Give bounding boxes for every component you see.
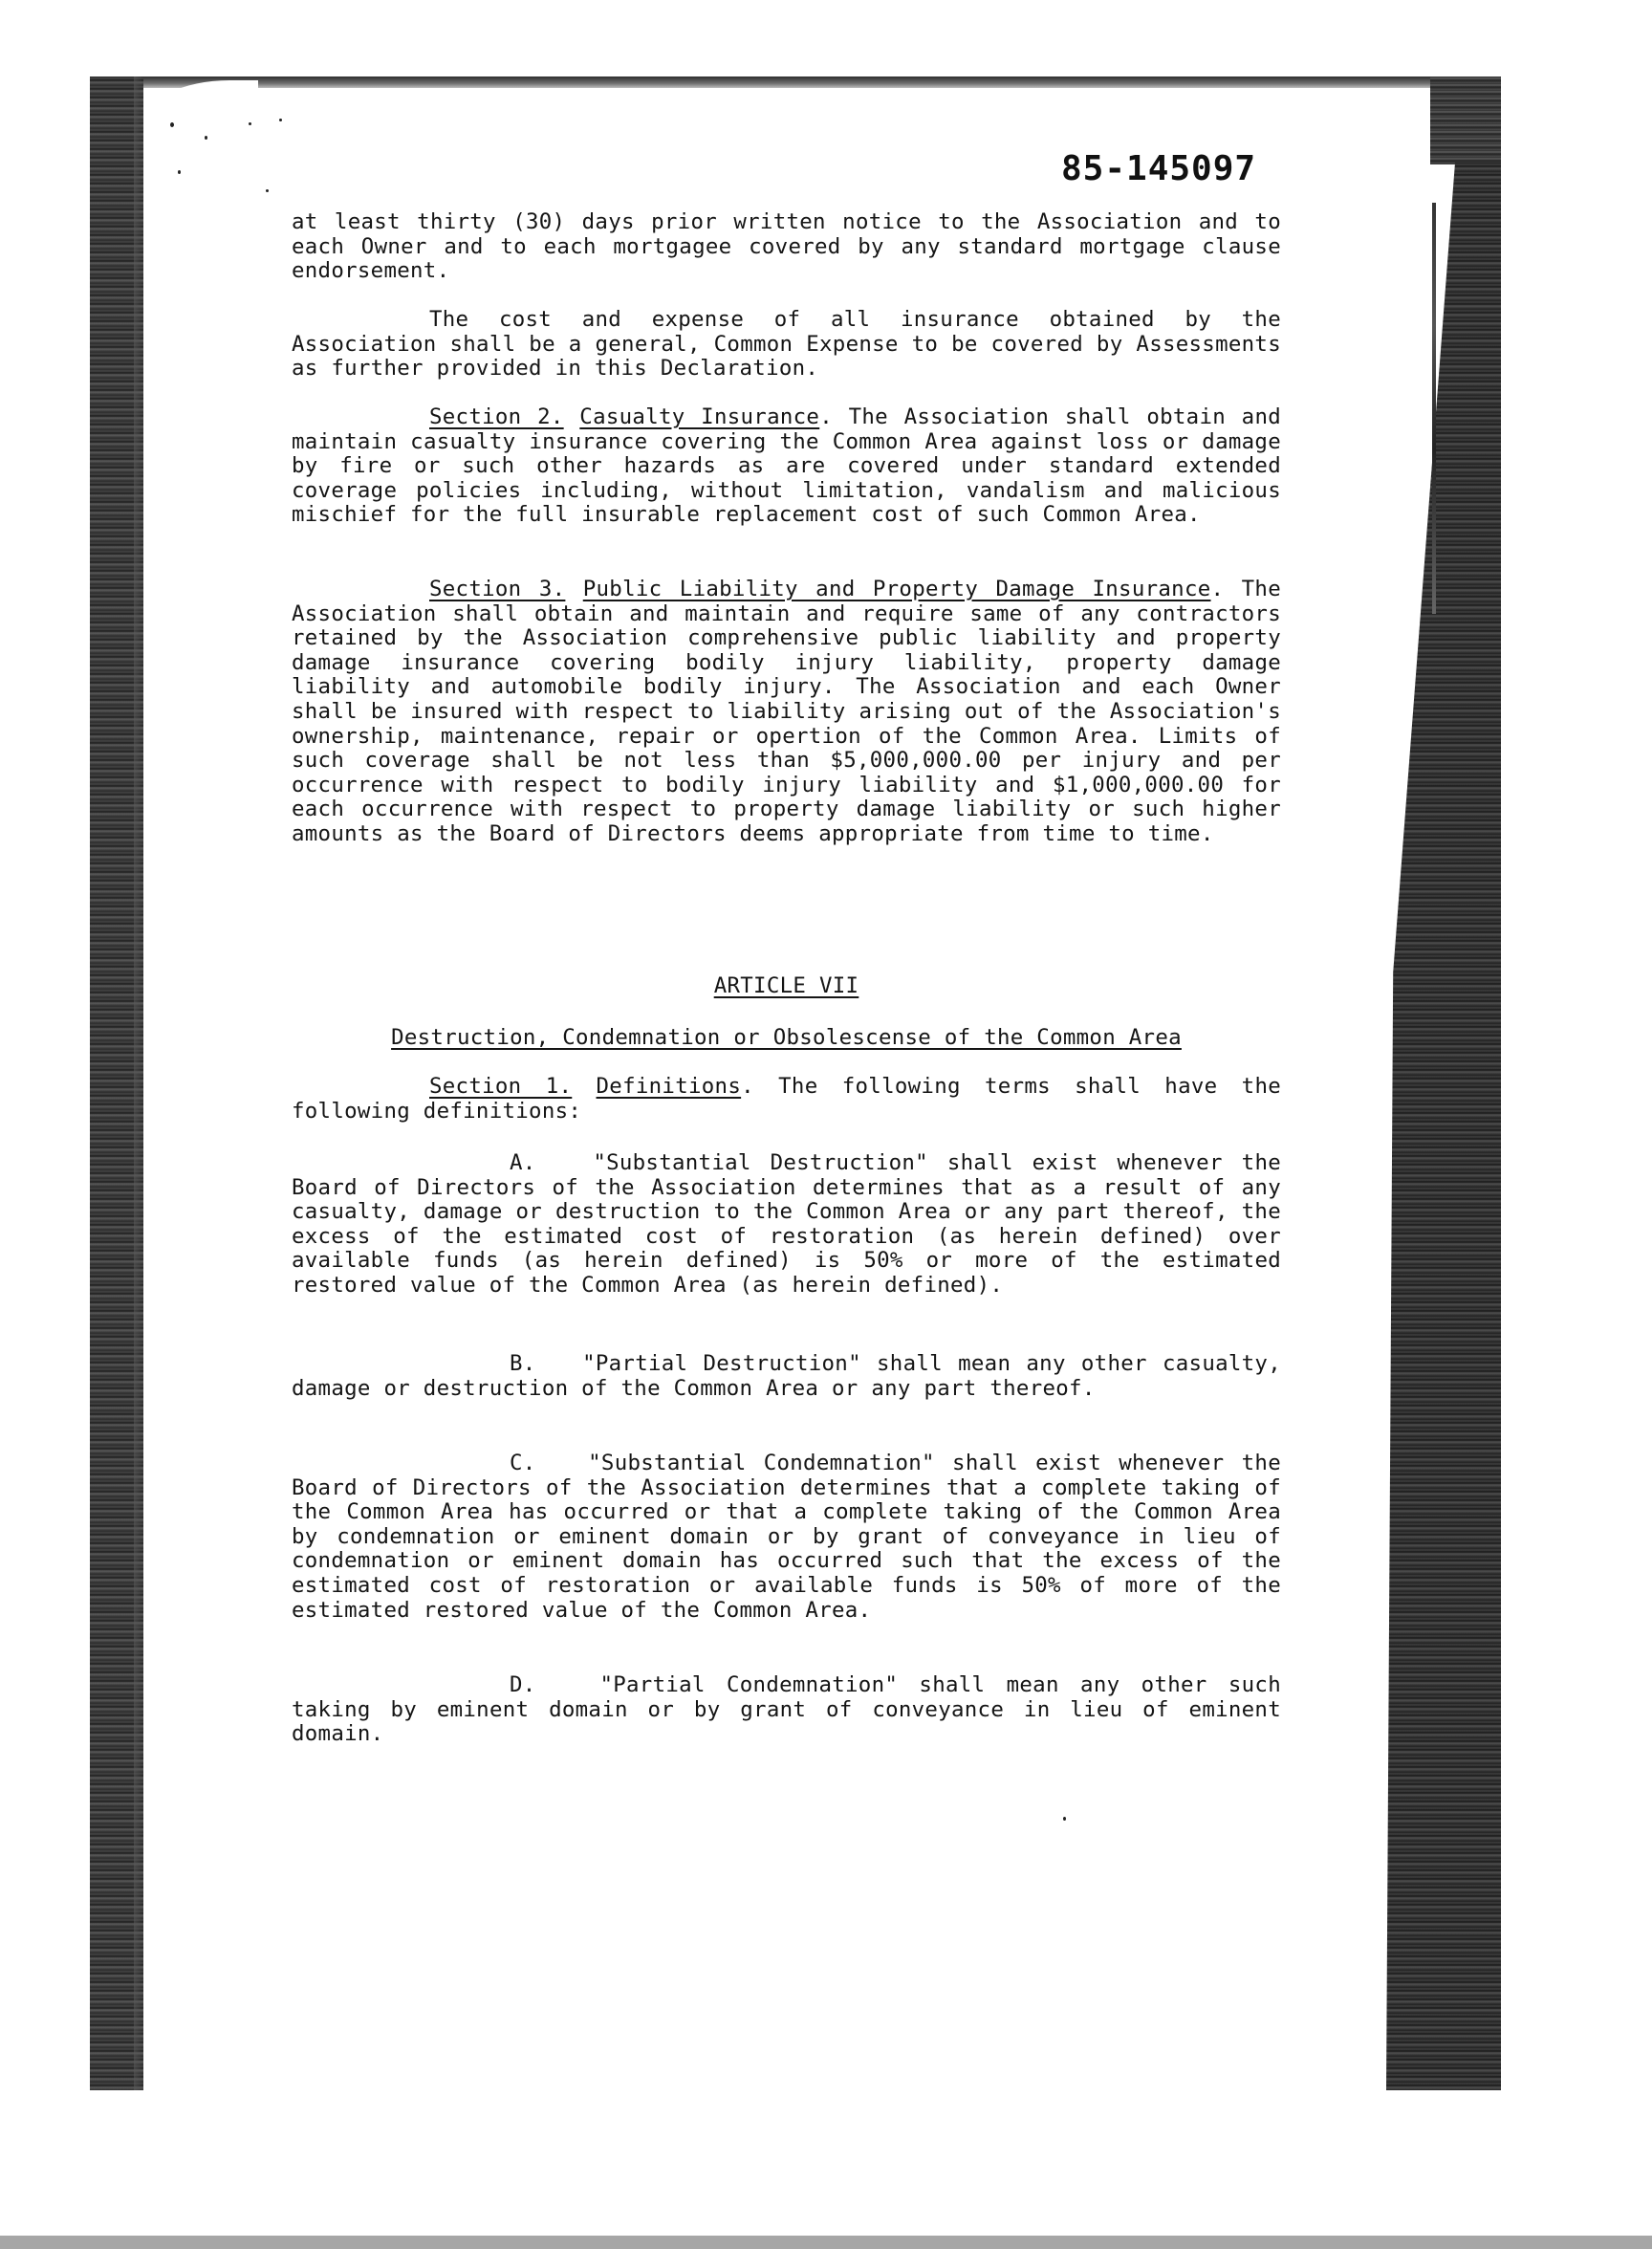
scan-speck [205, 136, 207, 140]
section-3-text: The Association shall obtain and maintain and require same of any contractors retained by the Association comprehensive public liability and property damage insurance covering bodily injury liability, property damage liability and automobile bodily injury. The Association and each Owner shall be insured with respect to liability arising out of the Association's ownership, maintenance, repair or opertion of the Common Area. Limits of such coverage shall be not less than $5,000,000.00 per injury and per occurrence with respect to bodily injury liability and $1,000,000.00 for each occurrence with respect to property damage liability or such higher amounts as the Board of Directors deems appropriate from time to time. [292, 577, 1281, 846]
definition-a [292, 1151, 1281, 1299]
scan-bottom-bar [0, 2236, 1652, 2249]
scan-speck [1063, 1817, 1066, 1821]
article-heading: ARTICLE VII [713, 973, 859, 998]
definition-c-letter: C. [510, 1451, 536, 1475]
section-3-public-liability: Section 3. Public Liability and Property Damage Insurance. The Association shall obtain and maintain and require same of any contractors retained by the Association comprehensive public liability and property damage insurance covering bodily injury liability, property damage liability and automobile bodily injury. The Association and each Owner shall be insured with respect to liability arising out of the Association's ownership, maintenance, repair or opertion of the Common Area. Limits of such coverage shall be not less than $5,000,000.00 per injury and per occurrence with respect to bodily injury liability and $1,000,000.00 for each occurrence with respect to property damage liability or such higher amounts as the Board of Directors deems appropriate from time to time. [292, 577, 1281, 846]
scan-speck [249, 122, 251, 125]
scan-page-curl [143, 80, 258, 138]
definition-d [292, 1673, 1281, 1747]
section-1-text: The following terms shall have the following definitions: [292, 1074, 1282, 1124]
section-1-title: Definitions [596, 1074, 742, 1099]
definition-a-text: "Substantial Destruction" shall exist whenever the Board of Directors of the Association determines that as a result of any casualty, damage or destruction to the Common Area or any part thereof, the excess of the estimated cost of restoration (as herein defined) over available funds (as herein defined) is 50% or more of the estimated restored value of the Common Area (as herein defined). [292, 1150, 1282, 1298]
section-1-definitions: Section 1. Definitions. The following terms shall have the following definitions: [292, 1074, 1282, 1124]
scan-right-line [1432, 203, 1436, 614]
definition-b-letter: B. [510, 1351, 536, 1376]
scan-top-edge [92, 76, 1501, 88]
definition-d-letter: D. [510, 1672, 536, 1697]
scan-right-corner [1430, 76, 1501, 164]
section-2-title: Casualty Insurance [579, 404, 820, 429]
document-number: 85-145097 [1061, 149, 1257, 188]
definition-d-text: "Partial Condemnation" shall mean any other such taking by eminent domain or by grant of conveyance in lieu of eminent domain. [292, 1672, 1281, 1747]
paragraph-insurance-cost [292, 308, 1281, 382]
article-title: Destruction, Condemnation or Obsolescense of the Common Area [391, 1025, 1182, 1050]
definition-c-text: "Substantial Condemnation" shall exist whenever the Board of Directors of the Association determines that a complete taking of the Common Area has occurred or that a complete taking of the Common Area by condemnation or eminent domain or by grant of conveyance in lieu of condemnation or eminent domain has occurred such that the excess of the estimated cost of restoration or available funds is 50% of more of the estimated restored value of the Common Area. [292, 1451, 1281, 1623]
definition-b-text: "Partial Destruction" shall mean any other casualty, damage or destruction of the Common Area or any part thereof. [292, 1351, 1281, 1401]
definition-b [292, 1352, 1281, 1401]
definition-c [292, 1452, 1281, 1623]
paragraph-insurance-cost-text: The cost and expense of all insurance obtained by the Association shall be a general, Common Expense to be covered by Assessments as further provided in this Declaration. [292, 307, 1281, 382]
section-2-label: Section 2. [429, 404, 564, 429]
scan-speck [178, 170, 181, 174]
section-3-label: Section 3. [429, 577, 566, 601]
section-1-label: Section 1. [429, 1074, 573, 1099]
scan-left-edge [90, 76, 143, 2090]
scan-speck [170, 122, 174, 127]
section-2-text: The Association shall obtain and maintain casualty insurance covering the Common Area against loss or damage by fire or such other hazards as are covered under standard extended coverage policies including, without limitation, vandalism and malicious mischief for the full insurable replacement cost of such Common Area. [292, 404, 1282, 528]
definition-a-letter: A. [510, 1150, 536, 1175]
paragraph-notice: at least thirty (30) days prior written notice to the Association and to each Owner and to each mortgagee covered by any standard mortgage clause endorsement. [292, 209, 1281, 284]
scan-speck [266, 189, 269, 192]
scan-speck [279, 119, 282, 121]
scan-right-edge [1386, 163, 1501, 2090]
section-2-casualty-insurance: Section 2. Casualty Insurance. The Association shall obtain and maintain casualty insurance covering the Common Area against loss or damage by fire or such other hazards as are covered under standard extended coverage policies including, without limitation, vandalism and malicious mischief for the full insurable replacement cost of such Common Area. [292, 404, 1282, 528]
section-3-title: Public Liability and Property Damage Insurance [582, 577, 1211, 601]
